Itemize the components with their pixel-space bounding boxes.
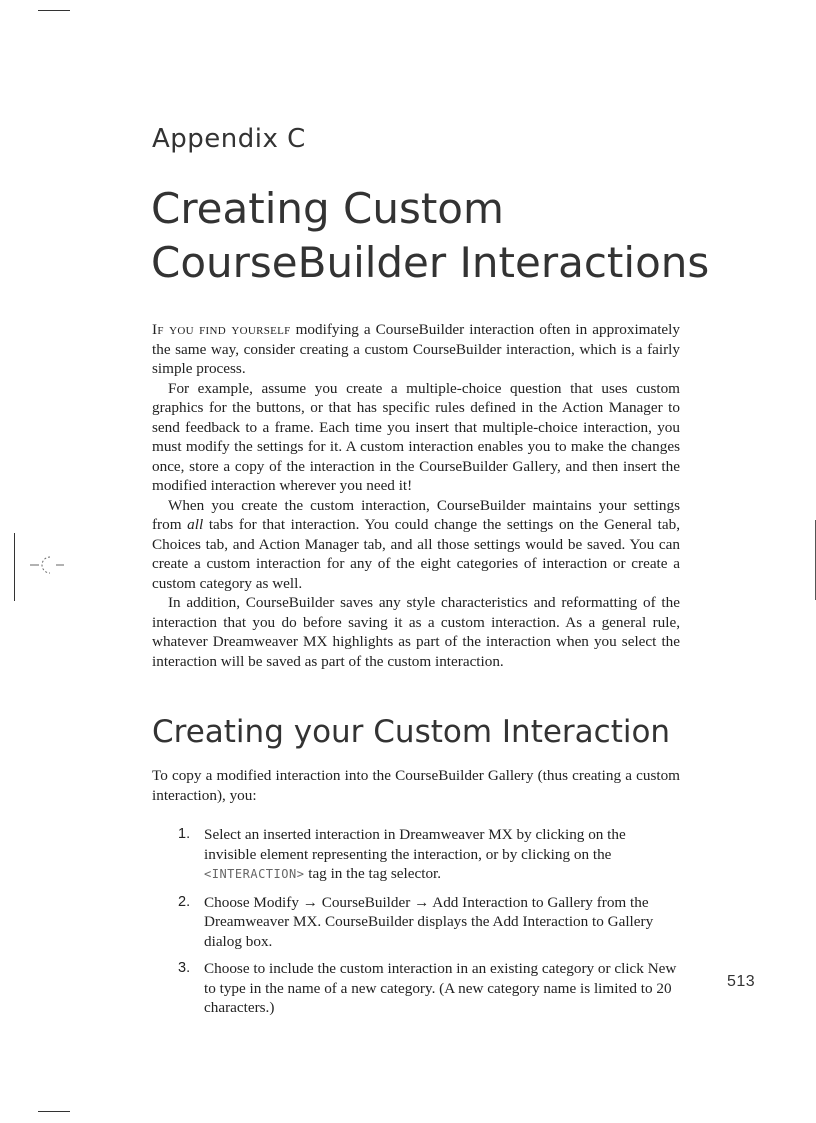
chapter-title-line-2: CourseBuilder Interactions — [151, 238, 710, 287]
step-text: Choose to include the custom interaction in an existing category or click New to type in the name of a new category. (A new category name is limited to 20 characters.) — [204, 960, 677, 1016]
intro-paragraph-3-text-after: tabs for that interaction. You could change the settings on the General tab, Choices tab, and Action Manager tab, and all those settings would be saved. You can create a custom interaction for any of the eight categories of interaction or create a custom category as well. — [152, 516, 680, 592]
step-number: 3. — [178, 960, 191, 976]
step-text: Choose Modify → CourseBuilder → Add Interaction to Gallery from the Dreamweaver MX. CourseBuilder displays the Add Interaction to Gallery dialog box. — [204, 893, 654, 950]
list-item — [178, 893, 678, 952]
intro-paragraph-1 — [152, 320, 680, 379]
crop-mark-bottom-left — [38, 1111, 70, 1112]
crop-mark-middle-left — [14, 533, 15, 601]
chapter-title — [151, 182, 771, 290]
intro-text — [152, 320, 680, 671]
code-tag: <INTERACTION> — [204, 867, 305, 881]
page-number: 513 — [727, 973, 756, 990]
section-intro — [152, 766, 680, 805]
list-item — [178, 825, 678, 885]
intro-paragraph-4: In addition, CourseBuilder saves any style characteristics and reformatting of the interaction that you do before saving it as a custom interaction. As a general rule, whatever Dreamweaver MX highlights as part of the interaction when you select the interaction will be saved as part of the custom interaction. — [152, 594, 680, 670]
list-item — [178, 959, 678, 1018]
intro-paragraph-3 — [152, 496, 680, 594]
steps-list — [178, 825, 678, 1026]
intro-paragraph-1-text: modifying a CourseBuilder interaction often in approximately the same way, consider creating a custom CourseBuilder interaction, which is a fairly simple process. — [152, 321, 680, 377]
intro-paragraph-2: For example, assume you create a multiple-choice question that uses custom graphics for the buttons, or that has specific rules defined in the Action Manager to send feedback to a frame. Each time you insert that multiple-choice interaction, you must modify the settings for it. A custom interaction enables you to make the changes once, store a copy of the interaction in the CourseBuilder Gallery, and then insert the modified interaction wherever you need it! — [152, 379, 680, 494]
section-intro-paragraph: To copy a modified interaction into the CourseBuilder Gallery (thus creating a custom interaction), you: — [152, 767, 680, 804]
step-text: Select an inserted interaction in Dreamweaver MX by clicking on the invisible element representing the interaction, or by clicking on the — [204, 826, 626, 863]
step-number: 1. — [178, 826, 191, 842]
lead-in-small-caps: If you find yourself — [152, 321, 291, 338]
section-heading: Creating your Custom Interaction — [152, 714, 671, 750]
step-number: 2. — [178, 893, 191, 910]
emphasis-text: all — [187, 516, 204, 533]
chapter-title-line-1: Creating Custom — [151, 184, 504, 233]
registration-mark-icon — [30, 553, 70, 577]
crop-mark-top-left — [38, 10, 70, 11]
intro-paragraph-3-text-before: When you create the custom interaction, CourseBuilder maintains your settings from — [152, 496, 680, 533]
appendix-label: Appendix C — [152, 124, 306, 154]
step-text: tag in the tag selector. — [304, 865, 442, 882]
